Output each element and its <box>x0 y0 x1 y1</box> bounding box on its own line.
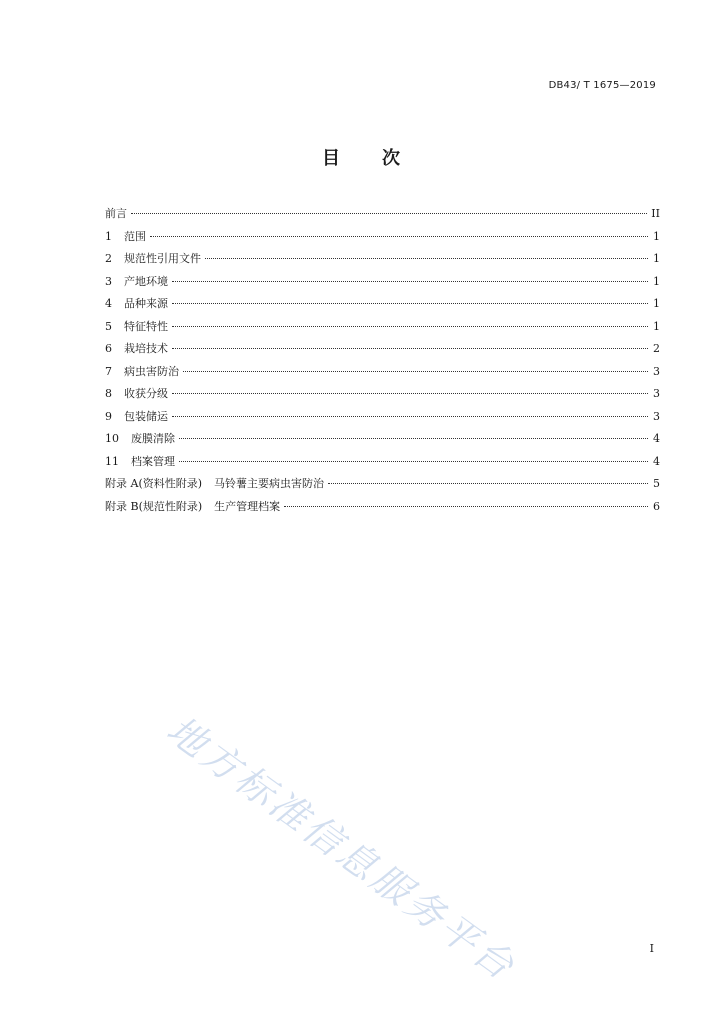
toc-entry-label: 前言 <box>105 207 127 220</box>
toc-entry-page: II <box>651 207 660 220</box>
toc-entry-page: 1 <box>653 319 660 333</box>
toc-leader-dots <box>179 438 648 439</box>
toc-entry-label: 产地环境 <box>124 274 168 288</box>
toc-entry-7[interactable] <box>105 363 660 386</box>
toc-leader-dots <box>172 281 648 282</box>
toc-leader-dots <box>131 213 647 214</box>
toc-entry-label: 包装储运 <box>124 409 168 423</box>
toc-leader-dots <box>172 326 648 327</box>
toc-entry-label: 收获分级 <box>124 387 168 400</box>
toc-entry-number: 11 <box>105 454 119 468</box>
toc-entry-page: 1 <box>653 274 660 288</box>
toc-entry-label: 品种来源 <box>124 297 168 310</box>
toc-entry-number: 附录 B(规范性附录) <box>105 499 203 513</box>
toc-entry-page: 4 <box>653 454 660 468</box>
toc-entry-label: 废膜清除 <box>131 432 175 445</box>
toc-entry-page: 3 <box>653 409 660 423</box>
toc-leader-dots <box>172 393 648 394</box>
toc-leader-dots <box>150 236 648 237</box>
standard-code: DB43/ T 1675—2019 <box>548 80 656 91</box>
toc-entry-number: 5 <box>105 319 112 333</box>
toc-entry-label: 马铃薯主要病虫害防治 <box>214 477 325 490</box>
toc-entry-page: 2 <box>653 342 660 355</box>
toc-leader-dots <box>179 461 648 462</box>
toc-entry-page: 3 <box>653 387 660 400</box>
toc-entry-page: 3 <box>653 364 660 378</box>
toc-entry-number: 9 <box>105 409 112 423</box>
toc-leader-dots <box>183 371 648 372</box>
toc-entry-foreword[interactable] <box>105 205 660 228</box>
toc-entry-number: 2 <box>105 252 112 265</box>
toc-leader-dots <box>328 483 648 484</box>
toc-entry-10[interactable] <box>105 430 660 453</box>
toc-entry-5[interactable] <box>105 318 660 341</box>
page-number: I <box>649 942 654 955</box>
toc-leader-dots <box>205 258 648 259</box>
toc-leader-dots <box>172 416 648 417</box>
toc-entry-number: 10 <box>105 432 119 445</box>
toc-entry-number: 6 <box>105 342 112 355</box>
toc-title-part2: 次 <box>382 148 402 169</box>
toc-entry-number: 4 <box>105 297 112 310</box>
toc-entry-appendix-a[interactable] <box>105 475 660 498</box>
toc-entry-page: 1 <box>653 297 660 310</box>
toc-title <box>0 144 724 170</box>
toc-entry-1[interactable] <box>105 228 660 251</box>
toc-entry-8[interactable] <box>105 385 660 408</box>
toc-entry-11[interactable] <box>105 453 660 476</box>
toc-entry-number: 1 <box>105 229 112 243</box>
toc-entry-number: 7 <box>105 364 112 378</box>
toc-entry-number: 3 <box>105 274 112 288</box>
toc-entry-label: 档案管理 <box>131 454 175 468</box>
toc-entry-page: 4 <box>653 432 660 445</box>
toc-title-part1: 目 <box>322 148 342 169</box>
toc-entry-2[interactable] <box>105 250 660 273</box>
toc-leader-dots <box>172 303 648 304</box>
toc-entry-number: 8 <box>105 387 112 400</box>
toc-entry-page: 5 <box>653 477 660 490</box>
toc-entry-page: 1 <box>653 252 660 265</box>
toc-leader-dots <box>172 348 648 349</box>
toc-entry-number: 附录 A(资料性附录) <box>105 477 203 490</box>
toc-entry-4[interactable] <box>105 295 660 318</box>
watermark: 地方标准信息服务平台 <box>158 707 525 990</box>
toc-entry-appendix-b[interactable] <box>105 498 660 521</box>
toc-entry-3[interactable] <box>105 273 660 296</box>
toc-leader-dots <box>284 506 648 507</box>
toc-entry-page: 6 <box>653 499 660 513</box>
toc-entry-label: 范围 <box>124 229 146 243</box>
toc-entry-9[interactable] <box>105 408 660 431</box>
toc-entry-label: 栽培技术 <box>124 342 168 355</box>
toc-entry-page: 1 <box>653 229 660 243</box>
toc-entry-label: 生产管理档案 <box>214 499 281 513</box>
toc-entry-6[interactable] <box>105 340 660 363</box>
toc-entry-label: 病虫害防治 <box>124 364 179 378</box>
toc-entry-label: 特征特性 <box>124 319 168 333</box>
toc-entry-label: 规范性引用文件 <box>124 252 201 265</box>
table-of-contents <box>105 205 660 520</box>
